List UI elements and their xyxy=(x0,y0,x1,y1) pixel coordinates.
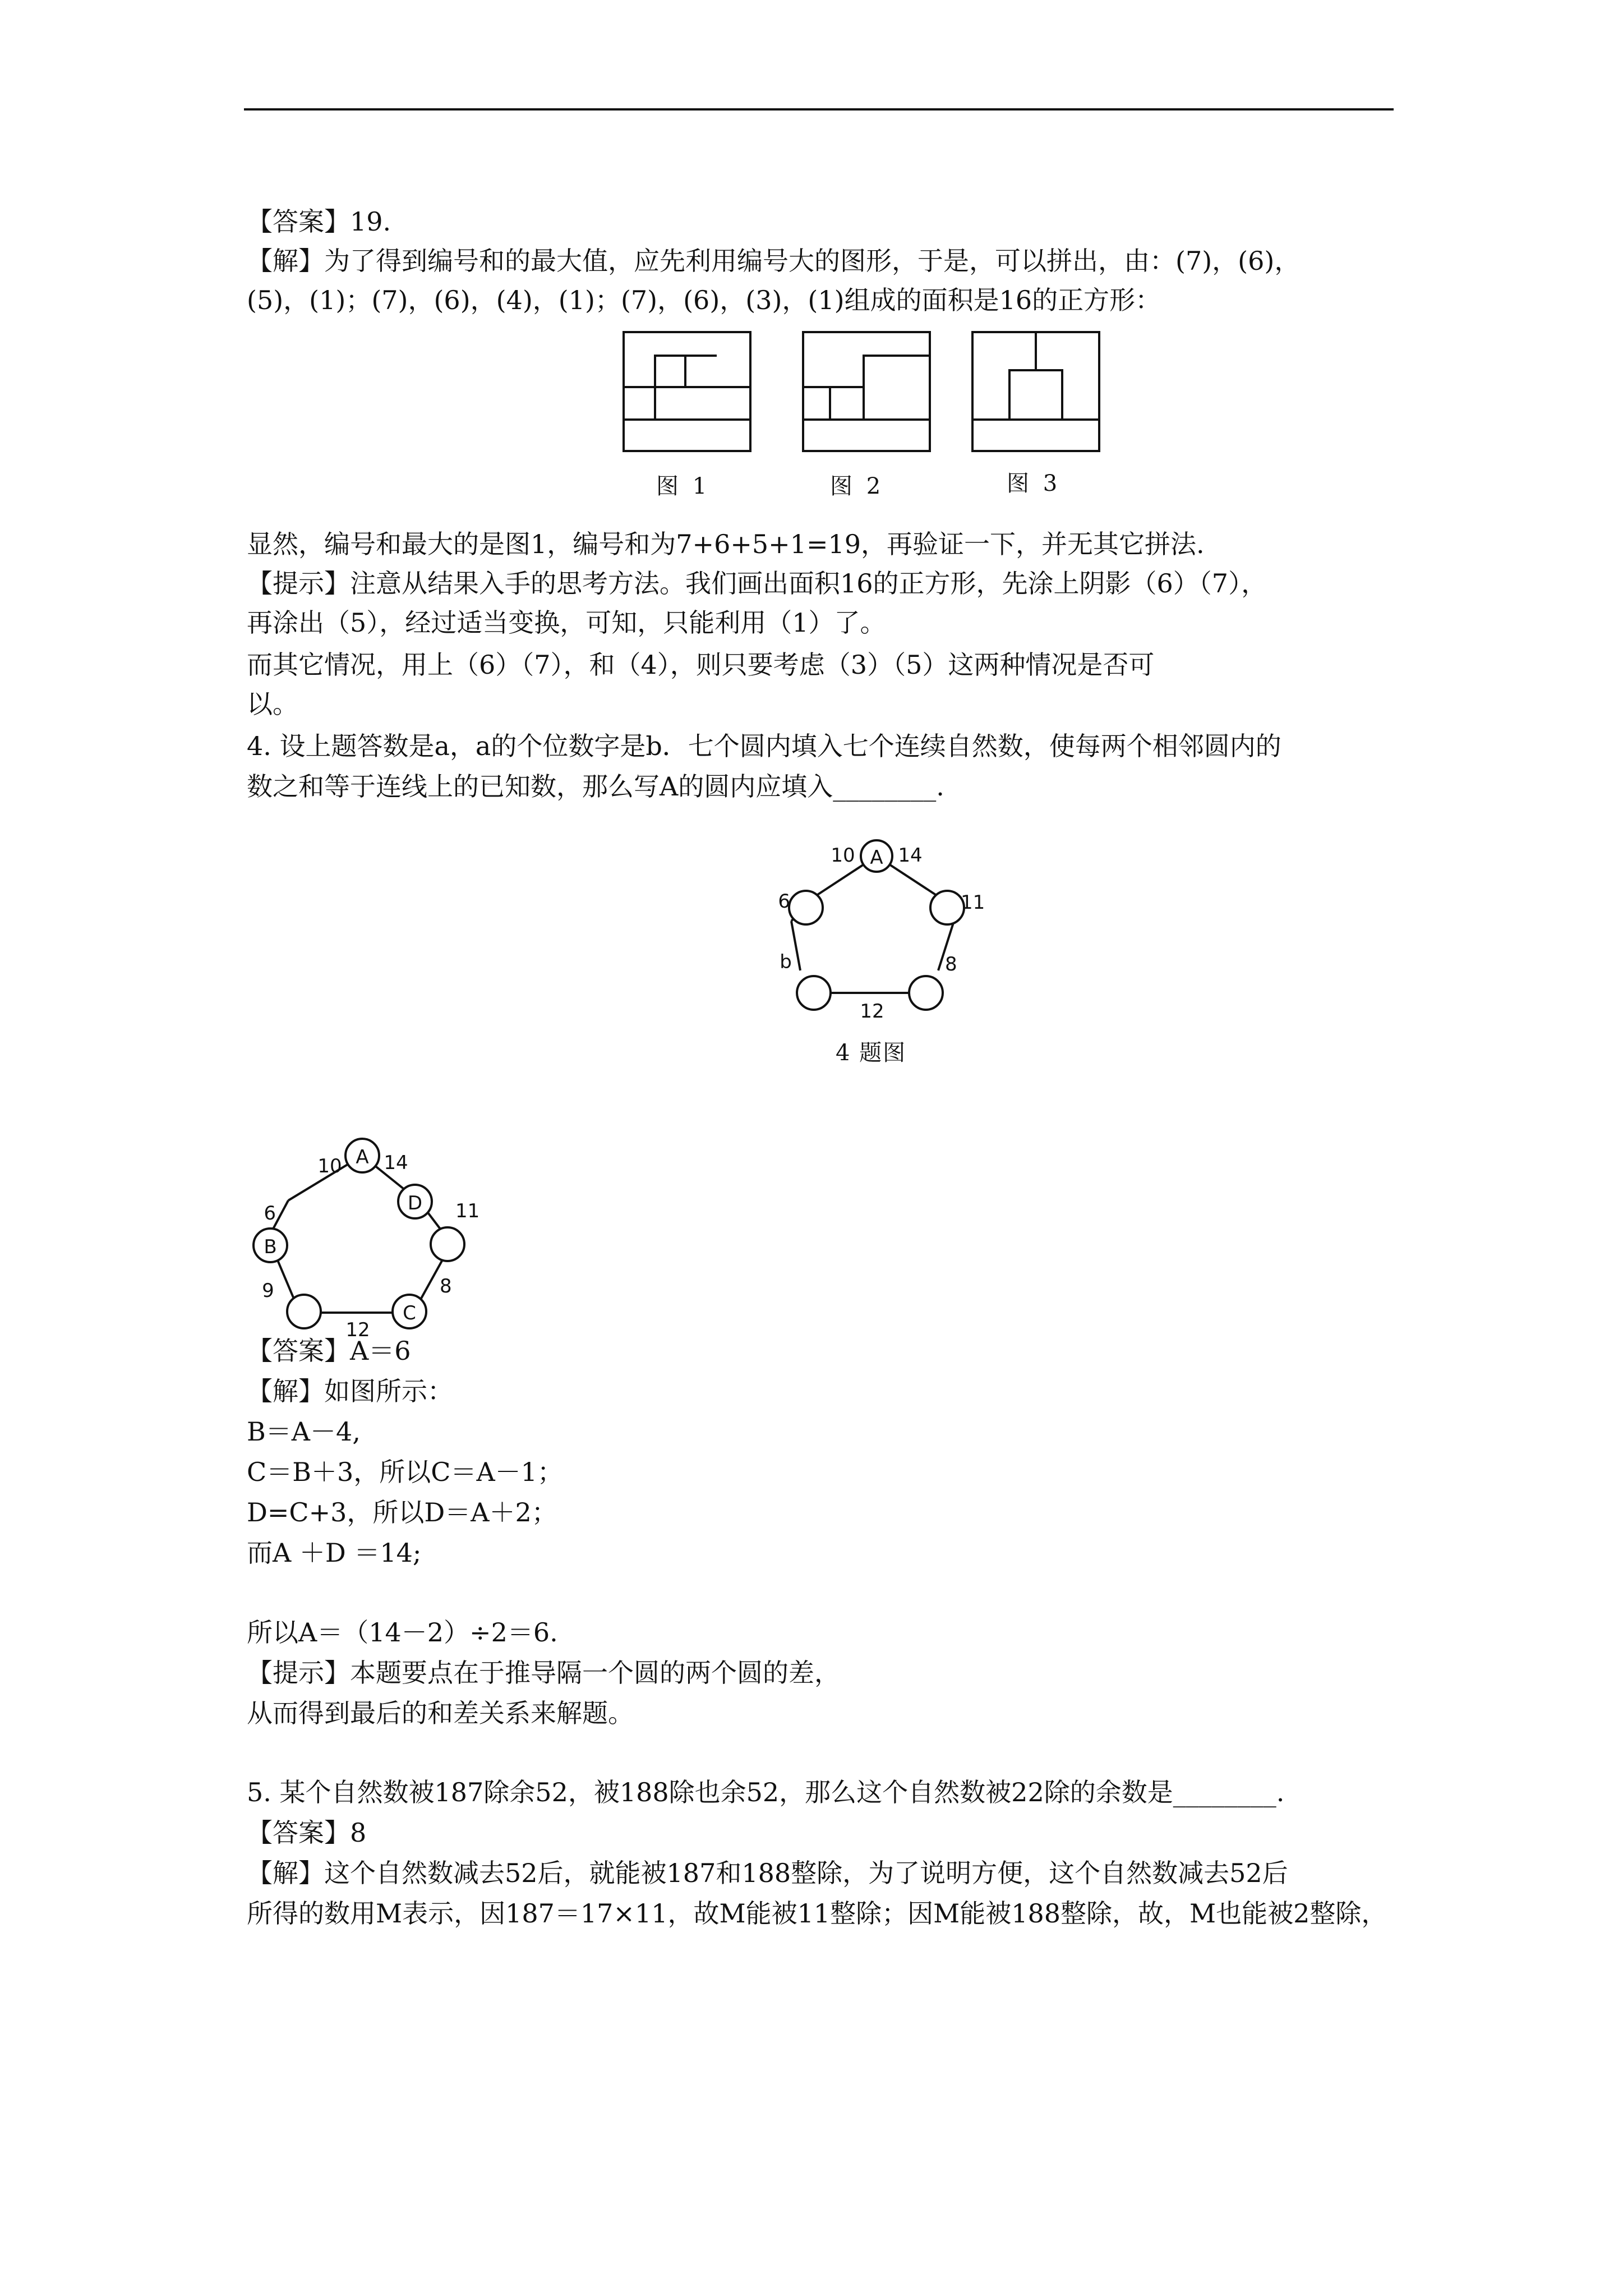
edge-label-10: 10 xyxy=(831,844,855,867)
circle-upper-right xyxy=(431,1227,464,1261)
solution-circle-figure xyxy=(241,1133,488,1341)
edge-label-9: 9 xyxy=(262,1280,274,1302)
circle-upper-left xyxy=(789,891,823,924)
edge-label-b: b xyxy=(780,951,792,973)
edge-label-8: 8 xyxy=(440,1275,452,1297)
edge-label-6: 6 xyxy=(264,1202,276,1225)
circle-d-label: D xyxy=(407,1192,423,1214)
square-tiling-figures xyxy=(623,331,1105,460)
q4-step-1: B＝A－4, xyxy=(247,1416,361,1447)
question-4-circle-figure xyxy=(760,836,995,1023)
edge-label-14: 14 xyxy=(384,1152,408,1174)
circle-c-label: C xyxy=(403,1302,416,1324)
figure-2-caption: 图 2 xyxy=(830,473,884,499)
q5-solution-line-1: 【解】这个自然数减去52后，就能被187和188整除，为了说明方便，这个自然数减去52后 xyxy=(247,1858,1288,1888)
q4-step-4: 而A ＋D ＝14; xyxy=(247,1538,422,1568)
q4-hint-line-2: 从而得到最后的和差关系来解题。 xyxy=(247,1698,634,1728)
question-4-line-1: 4. 设上题答数是a，a的个位数字是b．七个圆内填入七个连续自然数，使每两个相邻圆内的 xyxy=(247,731,1281,761)
circle-a-label: A xyxy=(870,846,883,869)
circle-bottom-left xyxy=(797,976,831,1010)
circle-upper-right xyxy=(930,891,964,924)
q4-step-2: C＝B＋3，所以C＝A－1； xyxy=(247,1457,563,1487)
edge-label-14: 14 xyxy=(898,844,923,867)
hint-line-3: 而其它情况，用上（6）（7），和（4），则只要考虑（3）（5）这两种情况是否可 xyxy=(247,650,1155,680)
hint-line-1: 【提示】注意从结果入手的思考方法。我们画出面积16的正方形，先涂上阴影（6）（7）， xyxy=(247,568,1267,599)
circle-a-label: A xyxy=(356,1146,369,1168)
edge-label-12: 12 xyxy=(860,1000,884,1023)
solution-line-1: 【解】为了得到编号和的最大值，应先利用编号大的图形，于是，可以拼出，由：(7)，(6)， xyxy=(247,246,1301,276)
figure-1-caption: 图 1 xyxy=(656,473,711,499)
edge-label-11: 11 xyxy=(961,891,985,914)
circle-b-label: B xyxy=(264,1236,277,1258)
q4-step-5: 所以A＝（14－2）÷2＝6. xyxy=(247,1617,558,1648)
edge-label-11: 11 xyxy=(455,1200,480,1222)
q4-solution-head: 【解】如图所示： xyxy=(247,1376,453,1406)
hint-line-2: 再涂出（5），经过适当变换，可知，只能利用（1）了。 xyxy=(247,608,886,638)
circle-bottom-right xyxy=(909,976,943,1010)
q4-step-3: D=C+3，所以D＝A＋2； xyxy=(247,1497,557,1527)
question-5-line: 5. 某个自然数被187除余52，被188除也余52，那么这个自然数被22除的余数是________. xyxy=(247,1777,1285,1807)
circle-bottom-left xyxy=(287,1295,321,1328)
q4-answer-line: 【答案】A＝6 xyxy=(247,1336,411,1366)
question-4-figure-caption: 4 题图 xyxy=(836,1040,907,1066)
edge-label-6: 6 xyxy=(778,890,790,913)
q5-answer-line: 【答案】8 xyxy=(247,1818,367,1848)
edge-label-12: 12 xyxy=(345,1319,370,1341)
conclusion-line: 显然，编号和最大的是图1，编号和为7+6+5+1=19，再验证一下，并无其它拼法. xyxy=(247,529,1205,559)
q5-solution-line-2: 所得的数用M表示，因187＝17×11，故M能被11整除；因M能被188整除，故，M也能被2整除， xyxy=(247,1898,1387,1929)
header-rule xyxy=(244,108,1394,111)
solution-line-2: (5)，(1)；(7)，(6)，(4)，(1)；(7)，(6)，(3)，(1)组成的面积是16的正方形： xyxy=(247,285,1161,315)
figure-3-caption: 图 3 xyxy=(1007,471,1061,496)
q4-hint-line-1: 【提示】本题要点在于推导隔一个圆的两个圆的差， xyxy=(247,1658,840,1688)
answer-line: 【答案】19. xyxy=(247,206,391,237)
hint-line-4: 以。 xyxy=(247,689,298,719)
edge-label-10: 10 xyxy=(317,1155,342,1177)
edge-label-8: 8 xyxy=(945,953,957,976)
question-4-line-2: 数之和等于连线上的已知数，那么写A的圆内应填入________. xyxy=(247,771,944,802)
